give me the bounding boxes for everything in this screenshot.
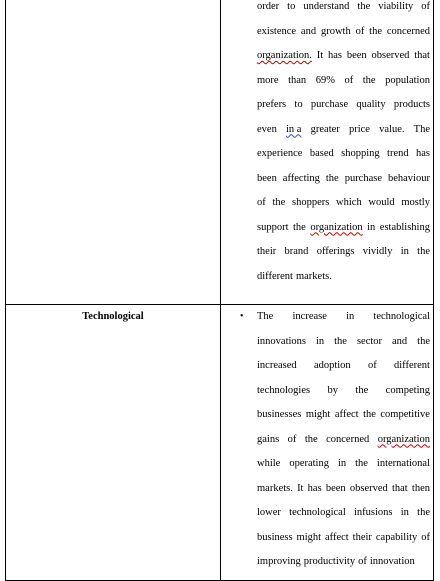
word: been <box>346 50 367 61</box>
text-line <box>257 216 430 241</box>
word: lower <box>257 507 281 518</box>
word: of <box>358 556 367 567</box>
text-line <box>257 330 430 355</box>
text-line <box>257 265 430 290</box>
word: of <box>367 360 377 371</box>
text-line <box>257 93 430 118</box>
description-text <box>221 305 433 575</box>
word: purchase <box>344 172 383 184</box>
word: which <box>336 197 362 208</box>
word: competing <box>385 384 430 396</box>
word: than <box>288 74 307 86</box>
word: by <box>327 384 338 396</box>
description-cell <box>221 0 434 305</box>
word: improving <box>257 556 301 567</box>
text-line <box>257 403 430 428</box>
word: to <box>287 1 296 12</box>
word: support <box>257 221 289 233</box>
word: has <box>415 148 430 159</box>
word: affecting <box>282 172 320 184</box>
word: concerned <box>326 433 370 445</box>
text-line <box>257 20 430 45</box>
factor-label <box>6 0 220 4</box>
word: different <box>257 270 293 282</box>
word: of <box>421 1 430 12</box>
word: 69% <box>315 74 335 86</box>
word: technological <box>373 311 430 322</box>
word: the <box>334 335 347 347</box>
word: more <box>257 74 279 86</box>
word: vividly <box>362 246 393 257</box>
word: The <box>257 311 274 322</box>
word: been <box>325 482 346 494</box>
text-line <box>257 191 430 216</box>
word: might <box>296 531 322 543</box>
text-line <box>257 354 430 379</box>
word: business <box>257 531 293 543</box>
word: of <box>421 531 430 543</box>
bullet-icon: • <box>240 311 244 322</box>
word: has <box>328 50 342 61</box>
word: the <box>362 74 376 86</box>
word: might <box>305 409 331 420</box>
text-line <box>257 69 430 94</box>
description-cell <box>221 305 434 581</box>
word: offerings <box>316 246 355 257</box>
text-line <box>257 167 430 192</box>
word: experience <box>257 148 303 159</box>
word: of <box>355 25 365 37</box>
word: has <box>307 482 322 494</box>
text-line <box>257 240 430 265</box>
word: the <box>363 409 376 420</box>
word: in <box>367 221 376 233</box>
word: in <box>315 335 325 347</box>
word: It <box>297 482 304 494</box>
text-line <box>257 550 430 575</box>
word: organization. <box>257 50 312 61</box>
word: international <box>376 458 430 469</box>
word: markets. <box>295 270 332 282</box>
word: affect <box>325 531 349 543</box>
word: existence <box>257 25 297 37</box>
text-line <box>257 44 430 69</box>
word: to <box>294 99 303 110</box>
word: technologies <box>257 384 311 396</box>
word: greater <box>310 123 340 135</box>
word: then <box>411 482 430 494</box>
word: the <box>417 246 430 257</box>
text-line <box>257 0 430 20</box>
word: purchase <box>310 99 349 110</box>
word: their <box>257 246 277 257</box>
word: that <box>391 482 408 494</box>
word: organization <box>377 433 430 445</box>
word: innovation <box>369 556 415 567</box>
word: the <box>369 25 382 37</box>
word: affect <box>334 409 359 420</box>
word: growth <box>320 25 351 37</box>
word: in <box>337 458 347 469</box>
word: innovations <box>257 335 306 347</box>
word: of <box>344 74 354 86</box>
word: the <box>417 335 430 347</box>
word: organization <box>310 221 363 233</box>
word: increased <box>257 360 297 371</box>
text-line <box>257 428 430 453</box>
word: The <box>413 123 430 135</box>
word: It <box>316 50 324 61</box>
word: viability <box>378 1 414 12</box>
word: increase <box>292 311 327 322</box>
table-row <box>6 0 434 305</box>
factor-label: Technological <box>82 311 144 322</box>
word: based <box>309 148 334 159</box>
word: capability <box>375 531 418 543</box>
text-line <box>257 142 430 167</box>
word: been <box>257 172 277 184</box>
word: while <box>257 458 281 469</box>
word: behaviour <box>387 172 430 184</box>
description-text <box>221 0 433 289</box>
word: the <box>304 433 318 445</box>
word: competitive <box>380 409 430 420</box>
word: sector <box>356 335 383 347</box>
word: in a <box>286 123 302 135</box>
word: the <box>357 1 371 12</box>
word: observed <box>371 50 410 61</box>
word: understand <box>303 1 350 12</box>
word: businesses <box>257 409 302 420</box>
bullet-item <box>221 305 433 575</box>
word: adoption <box>313 360 351 371</box>
word: even <box>257 123 277 135</box>
word: the <box>355 458 368 469</box>
word: would <box>368 197 395 208</box>
word: different <box>394 360 430 371</box>
word: the <box>293 221 306 233</box>
text-line <box>257 379 430 404</box>
word: of <box>257 197 266 208</box>
word: operating <box>289 458 329 469</box>
text-line <box>257 305 430 330</box>
word: technological <box>289 507 346 518</box>
word: price <box>348 123 370 135</box>
word: mostly <box>401 197 430 208</box>
text-line <box>257 526 430 551</box>
word: in <box>346 311 355 322</box>
word: brand <box>284 246 309 257</box>
factor-cell <box>6 0 221 305</box>
word: infusions <box>353 507 393 518</box>
word: quality <box>356 99 386 110</box>
word: markets. <box>257 482 293 494</box>
word: shopping <box>341 148 380 159</box>
word: concerned <box>386 25 430 37</box>
factor-cell <box>6 305 221 581</box>
text-line <box>257 477 430 502</box>
word: products <box>393 99 430 110</box>
word: their <box>352 531 372 543</box>
word: the <box>272 197 286 208</box>
word: observed <box>349 482 388 494</box>
word: in <box>400 507 409 518</box>
word: order <box>257 1 280 12</box>
word: trend <box>387 148 409 159</box>
word: and <box>392 335 408 347</box>
word: and <box>300 25 317 37</box>
text-line <box>257 118 430 143</box>
table-row <box>6 305 434 581</box>
word: population <box>385 74 430 86</box>
word: productivity <box>303 556 356 567</box>
word: the <box>325 172 339 184</box>
word: shoppers <box>291 197 330 208</box>
word: value. <box>379 123 405 135</box>
word: prefers <box>257 99 287 110</box>
text-line <box>257 501 430 526</box>
word: gains <box>257 433 280 445</box>
word: of <box>287 433 297 445</box>
word: in <box>400 246 409 257</box>
word: establishing <box>379 221 430 233</box>
word: the <box>355 384 369 396</box>
word: the <box>417 507 430 518</box>
analysis-table <box>5 0 434 581</box>
word: that <box>414 50 430 61</box>
text-line <box>257 452 430 477</box>
